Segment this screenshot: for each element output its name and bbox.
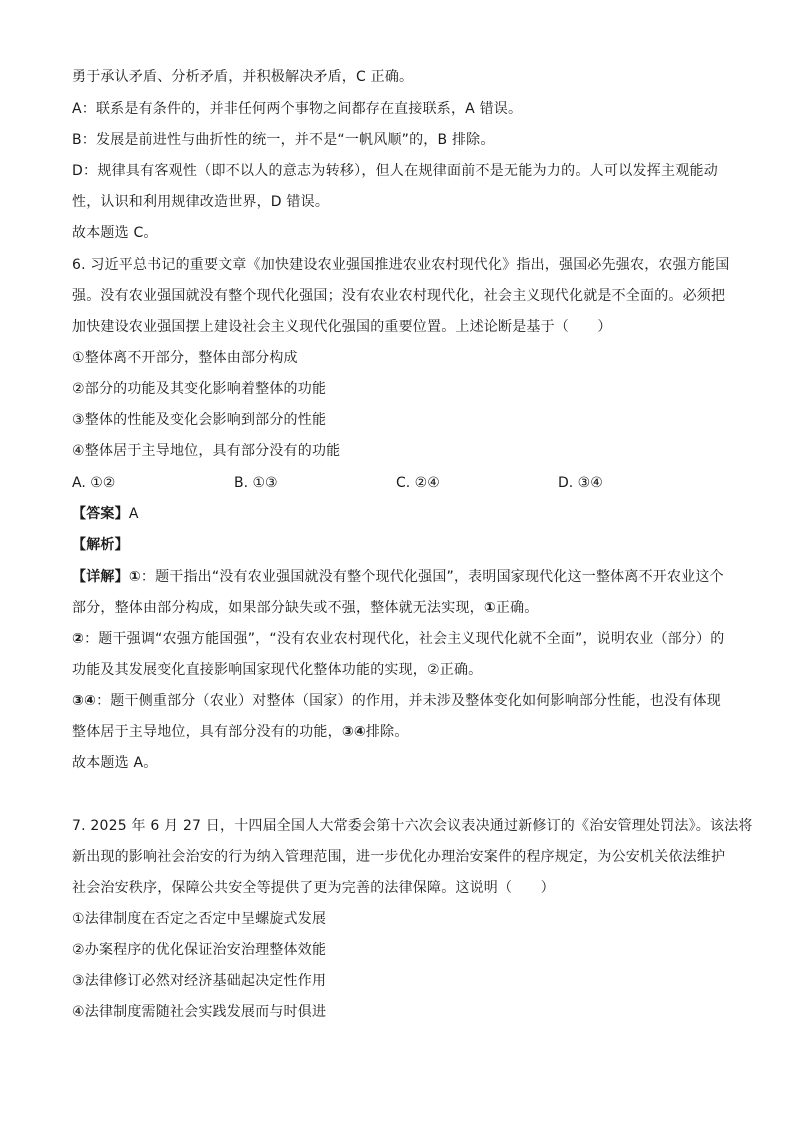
analysis-tag: 【解析】 xyxy=(72,537,129,553)
q6-stem-line2: 强。没有农业强国就没有整个现代化强国；没有农业农村现代化，社会主义现代化就是不全面的。必须把 xyxy=(72,288,726,304)
detail-mark-1: ① xyxy=(128,569,141,585)
q6-statement-3: ③整体的性能及变化会影响到部分的性能 xyxy=(72,412,327,428)
q6-stem-line3: 加快建设农业强国摆上建设社会主义现代化强国的重要位置。上述论断是基于（ ） xyxy=(72,319,612,335)
q7-stem-line3: 社会治安秩序，保障公共安全等提供了更为完善的法律保障。这说明（ ） xyxy=(72,880,555,896)
detail-mark-3b: ③④ xyxy=(341,724,366,740)
detail-mark-1b: ① xyxy=(483,600,496,616)
detail-text-1a: ：题干指出“没有农业强国就没有整个现代化强国”，表明国家现代化这一整体离不开农业这个 xyxy=(140,569,724,585)
q6-final-answer: 故本题选 A。 xyxy=(72,755,158,771)
q5-option-d-analysis-line2: 性，认识和利用规律改造世界，D 错误。 xyxy=(72,194,330,210)
q6-option-d: D. ③④ xyxy=(558,475,603,491)
answer-value: A xyxy=(128,506,139,522)
detail-tag: 【详解】 xyxy=(72,569,129,585)
q6-detail-line3 xyxy=(72,630,724,648)
q6-answer-line xyxy=(72,505,139,523)
detail-text-3b-post: 排除。 xyxy=(365,724,409,740)
q7-statement-4: ④法律制度需随社会实践发展而与时俱进 xyxy=(72,1004,327,1020)
q7-statement-1: ①法律制度在否定之否定中呈螺旋式发展 xyxy=(72,911,327,927)
q6-option-a: A. ①② xyxy=(72,475,116,491)
q5-option-d-analysis-line1: D：规律具有客观性（即不以人的意志为转移），但人在规律面前不是无能为力的。人可以发挥主观能动 xyxy=(72,163,718,179)
q6-detail-line1 xyxy=(72,568,724,586)
detail-text-2a: ：题干强调“农强方能国强”，“没有农业农村现代化，社会主义现代化就不全面”，说明农业（部分）的 xyxy=(84,631,725,647)
q6-detail-line4: 功能及其发展变化直接影响国家现代化整体功能的实现，②正确。 xyxy=(72,662,483,678)
q6-statement-4: ④整体居于主导地位，具有部分没有的功能 xyxy=(72,443,341,459)
q6-detail-line6 xyxy=(72,723,409,741)
q6-option-b: B. ①③ xyxy=(234,475,278,491)
detail-text-1b-post: 正确。 xyxy=(495,600,539,616)
q5-option-b-analysis: B：发展是前进性与曲折性的统一，并不是“一帆风顺”的，B 排除。 xyxy=(72,132,495,148)
detail-mark-2: ② xyxy=(72,631,85,647)
q7-stem-line1: 7. 2025 年 6 月 27 日，十四届全国人大常委会第十六次会议表决通过新修订的《治安管理处罚法》。该法将 xyxy=(72,818,753,834)
detail-text-3b: 整体居于主导地位，具有部分没有的功能， xyxy=(72,724,342,740)
q7-statement-2: ②办案程序的优化保证治安治理整体效能 xyxy=(72,942,327,958)
q6-statement-2: ②部分的功能及其变化影响着整体的功能 xyxy=(72,381,327,397)
q6-stem-line1: 6. 习近平总书记的重要文章《加快建设农业强国推进农业农村现代化》指出，强国必先强农，农强方能国 xyxy=(72,257,730,273)
q6-detail-line5 xyxy=(72,692,721,710)
q7-stem-line2: 新出现的影响社会治安的行为纳入管理范围，进一步优化办理治安案件的程序规定，为公安机关依法维护 xyxy=(72,849,726,865)
q6-detail-line2 xyxy=(72,599,538,617)
detail-mark-3: ③④ xyxy=(72,693,97,709)
answer-tag: 【答案】 xyxy=(72,506,129,522)
q7-statement-3: ③法律修订必然对经济基础起决定性作用 xyxy=(72,973,327,989)
q5-conclusion-line: 勇于承认矛盾、分析矛盾，并积极解决矛盾，C 正确。 xyxy=(72,69,414,85)
detail-text-1b: 部分，整体由部分构成，如果部分缺失或不强，整体就无法实现， xyxy=(72,600,484,616)
detail-text-3a: ：题干侧重部分（农业）对整体（国家）的作用，并未涉及整体变化如何影响部分性能，也没有体现 xyxy=(96,693,721,709)
q6-statement-1: ①整体离不开部分，整体由部分构成 xyxy=(72,350,298,366)
q5-final-answer: 故本题选 C。 xyxy=(72,225,158,241)
q5-option-a-analysis: A：联系是有条件的，并非任何两个事物之间都存在直接联系，A 错误。 xyxy=(72,101,523,117)
q6-option-c: C. ②④ xyxy=(396,475,440,491)
